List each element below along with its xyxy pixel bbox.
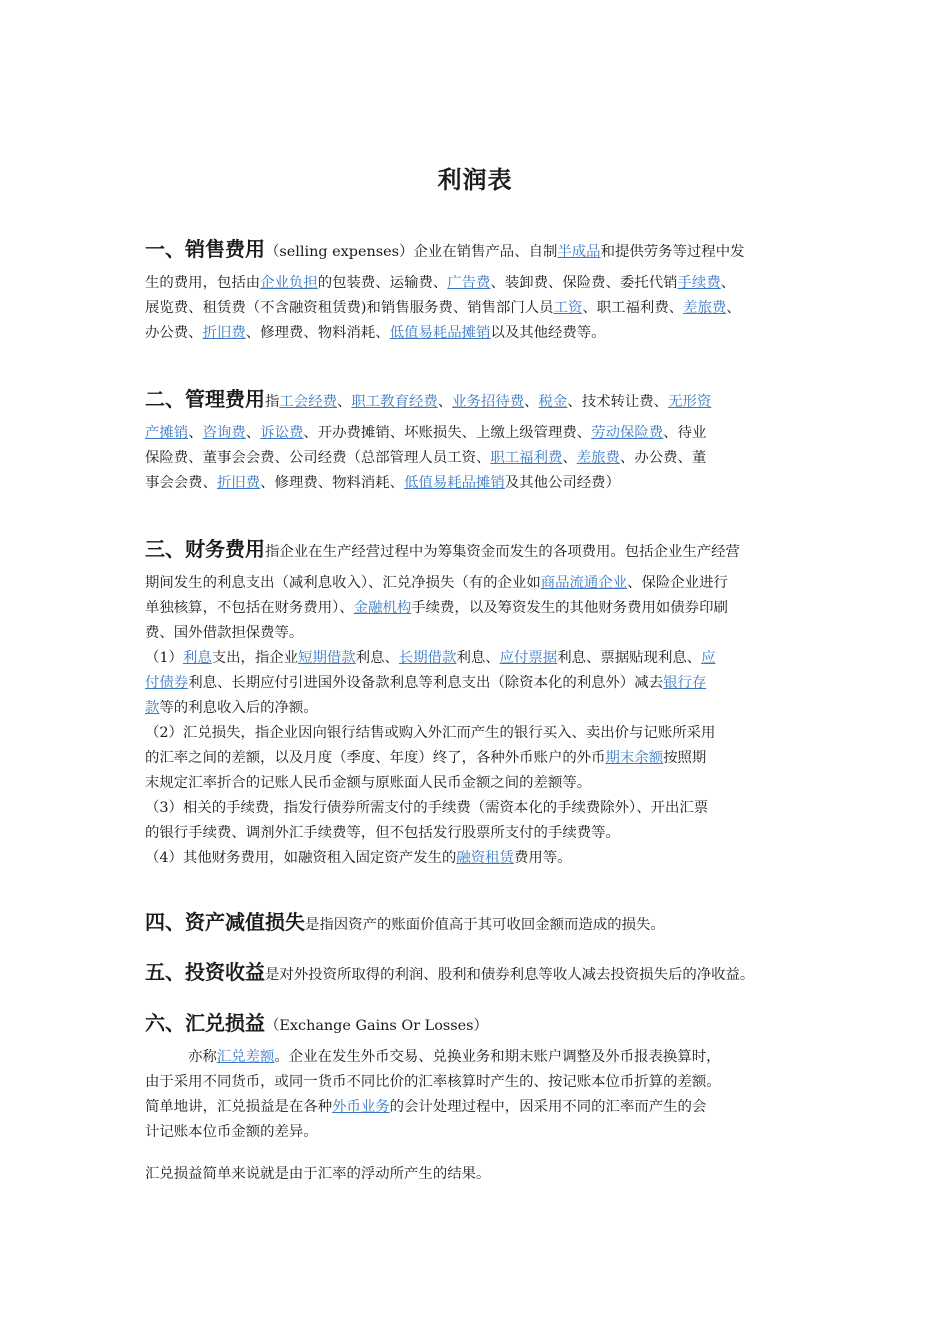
text-line [145,296,817,321]
text-run: 手续费，以及筹资发生的其他财务费用如债券印刷 [411,600,728,616]
text-line [265,244,744,260]
text-line [145,621,817,646]
text-line [145,821,817,846]
text-run: 和提供劳务等过程中发 [600,244,745,260]
text-run: 的银行手续费、调剂外汇手续费等，但不包括发行股票所支付的手续费等。 [145,825,620,841]
text-run: 。企业在发生外币交易、兑换业务和期末账户调整及外币报表换算时， [274,1049,721,1065]
text-line [145,421,817,446]
text-line [145,796,817,821]
hyperlink[interactable]: 半成品 [557,244,601,260]
hyperlink[interactable]: 利息 [182,650,212,666]
text-run: 单独核算，不包括在财务费用）、 [145,600,354,616]
text-line [145,696,817,721]
hyperlink[interactable]: 劳动保险费 [591,425,664,441]
hyperlink[interactable]: 低值易耗品摊销 [404,475,505,491]
hyperlink[interactable]: 期末余额 [605,750,664,766]
hyperlink[interactable]: 折旧费 [202,325,246,341]
text-run: 利息、长期应付引进国外设备款利息等利息支出（除资本化的利息外）减去 [188,675,664,691]
hyperlink[interactable]: 融资租赁 [456,850,514,866]
text-run: 事会会费、 [145,475,217,491]
text-run: 办公费、 [145,325,203,341]
text-line [265,544,740,560]
section-heading: 三、财务费用 [145,537,265,561]
section-subtitle: （Exchange Gains Or Losses） [265,1018,488,1034]
hyperlink[interactable]: 金融机构 [353,600,412,616]
text-line [145,1120,817,1145]
text-run: 展览费、租赁费（不含融资租赁费)和销售服务费、销售部门人员 [145,300,554,316]
hyperlink[interactable]: 职工福利费 [490,450,563,466]
hyperlink[interactable]: 折旧费 [216,475,261,491]
hyperlink[interactable]: 差旅费 [576,450,620,466]
text-run: （3）相关的手续费，指发行债券所需支付的手续费（需资本化的手续费除外）、开出汇票 [145,800,709,816]
section-text: 是对外投资所取得的利润、股利和债券利息等收人减去投资损失后的净收益。 [265,967,755,983]
text-run: 费、国外借款担保费等。 [145,625,304,641]
hyperlink[interactable]: 款 [145,700,160,716]
text-run: 利息、 [456,650,500,666]
text-run: 指企业在生产经营过程中为筹集资金而发生的各项费用。包括企业生产经营 [265,544,740,560]
section-text: 是指因资产的账面价值高于其可收回金额而造成的损失。 [305,917,665,933]
hyperlink[interactable]: 汇兑差额 [216,1049,275,1065]
hyperlink[interactable]: 咨询费 [202,425,246,441]
text-run: 、 [245,425,261,441]
hyperlink[interactable]: 短期借款 [298,650,356,666]
section-selling-expenses [145,237,817,346]
hyperlink[interactable]: 外币业务 [332,1099,390,1115]
text-run: 利息、票据贴现利息、 [557,650,702,666]
section-heading: 六、汇兑损益 [145,1011,265,1035]
text-run: 、待业 [663,425,707,441]
text-run: 、办公费、董 [619,450,707,466]
hyperlink[interactable]: 产摊销 [145,425,189,441]
text-run: 等的利息收入后的净额。 [159,700,318,716]
text-run: 、 [524,394,539,410]
text-run: 期间发生的利息支出（减利息收入）、汇兑净损失（有的企业如 [145,575,541,591]
hyperlink[interactable]: 税金 [538,394,568,410]
text-line [145,571,817,596]
text-run: 、技术转让费、 [567,394,669,410]
hyperlink[interactable]: 企业负担 [260,275,318,291]
text-line [145,1070,817,1095]
text-run: 利息、 [355,650,399,666]
text-line [145,671,817,696]
text-run: 计记账本位币金额的差异。 [145,1124,318,1140]
text-run: 的会计处理过程中，因采用不同的汇率而产生的会 [389,1099,707,1115]
section-investment-income [145,960,817,988]
text-line [145,321,817,346]
section-asset-impairment [145,910,817,938]
text-run: 支出，指企业 [211,650,299,666]
section-heading: 五、投资收益 [145,960,265,984]
section-heading: 二、管理费用 [145,387,265,411]
text-run: 、修理费、物料消耗、 [260,475,405,491]
hyperlink[interactable]: 无形资 [668,394,712,410]
text-run: 、 [726,300,741,316]
text-run: 、 [336,394,352,410]
section-heading: 四、资产减值损失 [145,910,305,934]
hyperlink[interactable]: 业务招待费 [452,394,525,410]
text-line [145,846,817,871]
hyperlink[interactable]: 商品流通企业 [540,575,628,591]
text-run: 亦称 [188,1049,217,1065]
hyperlink[interactable]: 广告费 [447,275,491,291]
text-run: 的包装费、运输费、 [317,275,448,291]
text-run: （selling expenses）企业在销售产品、自制 [265,244,558,260]
hyperlink[interactable]: 诉讼费 [260,425,304,441]
text-run: 、修理费、物料消耗、 [245,325,390,341]
section-admin-expenses [145,387,817,496]
text-line [145,746,817,771]
section-finance-expenses [145,537,817,871]
text-run: （4）其他财务费用，如融资租入固定资产发生的 [145,850,457,866]
hyperlink[interactable]: 付债券 [145,675,189,691]
text-run: 简单地讲，汇兑损益是在各种 [145,1099,333,1115]
text-line [145,596,817,621]
section-heading: 一、销售费用 [145,237,265,261]
hyperlink[interactable]: 差旅费 [683,300,727,316]
text-line [145,471,817,496]
text-run: 生的费用，包括由 [145,275,261,291]
text-run: 的汇率之间的差额，以及月度（季度、年度）终了，各种外币账户的外币 [145,750,606,766]
text-line [145,721,817,746]
text-run: 指 [265,394,280,410]
text-run: 保险费、董事会会费、公司经费（总部管理人员工资、 [145,450,491,466]
text-line [145,446,817,471]
hyperlink[interactable]: 工会经费 [279,394,337,410]
hyperlink[interactable]: 低值易耗品摊销 [389,325,491,341]
text-run: 、 [188,425,203,441]
text-run: 按照期 [663,750,707,766]
text-run: 、 [437,394,453,410]
text-run: 、 [562,450,577,466]
text-run: 及其他公司经费） [504,475,620,491]
text-run: 末规定汇率折合的记账人民币金额与原账面人民币金额之间的差额等。 [145,775,592,791]
text-line [145,646,817,671]
text-run: 、装卸费、保险费、委托代销 [490,275,678,291]
text-line [145,771,817,796]
text-line [145,1095,817,1120]
text-run: （1） [145,650,183,666]
text-line [145,1045,817,1070]
text-run: 、 [720,275,736,291]
text-run: 以及其他经费等。 [490,325,606,341]
hyperlink[interactable]: 应 [701,650,716,666]
text-line [265,394,711,410]
text-run: （2）汇兑损失，指企业因向银行结售或购入外汇而产生的银行买入、卖出价与记账所采用 [145,725,716,741]
text-run: 、职工福利费、 [582,300,684,316]
hyperlink[interactable]: 长期借款 [398,650,457,666]
text-run: 费用等。 [513,850,572,866]
text-run: 由于采用不同货币，或同一货币不同比价的汇率核算时产生的、按记账本位币折算的差额。 [145,1074,721,1090]
hyperlink[interactable]: 工资 [553,300,583,316]
text-line [145,271,817,296]
hyperlink[interactable]: 银行存 [663,675,707,691]
hyperlink[interactable]: 应付票据 [499,650,558,666]
text-run: 、开办费摊销、坏账损失、上缴上级管理费、 [303,425,592,441]
hyperlink[interactable]: 手续费 [677,275,721,291]
page-title: 利润表 [437,166,513,194]
section-exchange-gains [145,1011,817,1187]
text-run: 、保险企业进行 [627,575,728,591]
summary-text: 汇兑损益简单来说就是由于汇率的浮动所产生的结果。 [145,1166,491,1182]
hyperlink[interactable]: 职工教育经费 [351,394,438,410]
